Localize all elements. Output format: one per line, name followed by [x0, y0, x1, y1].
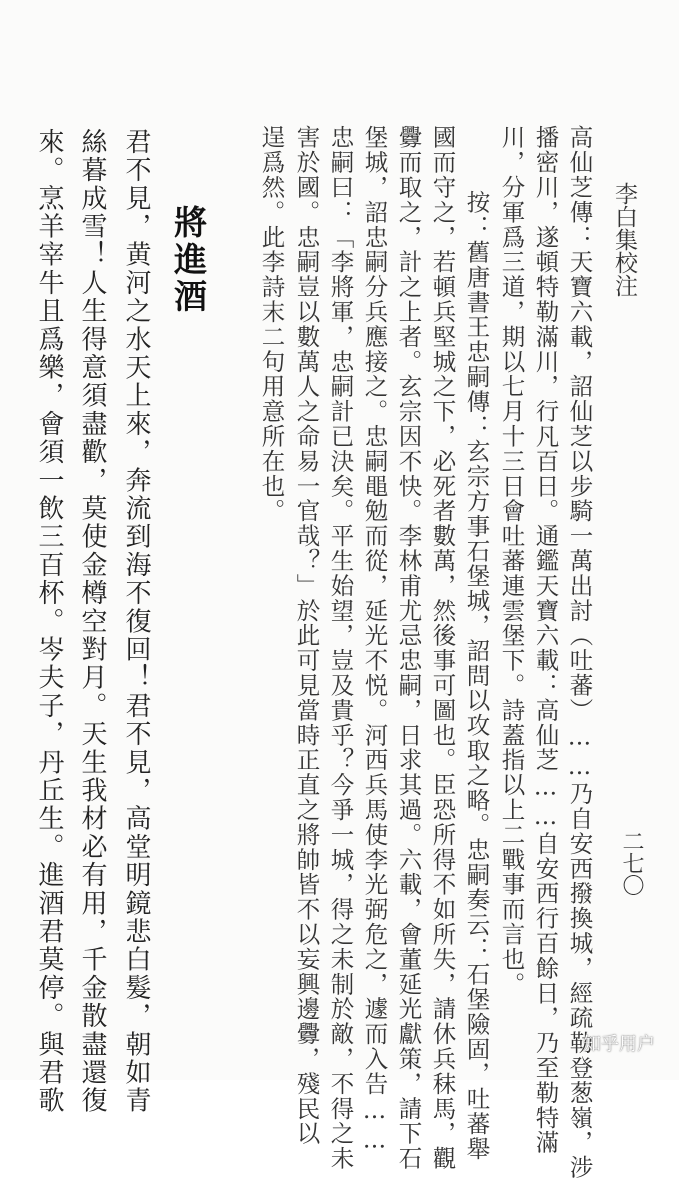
poem-line: 來。烹羊宰牛且爲樂，會須一飲三百杯。岑夫子，丹丘生。進酒君莫停。與君歌 — [34, 128, 64, 1115]
poem-title: 將進酒 — [169, 205, 208, 316]
watermark: 知乎用户 — [583, 1034, 655, 1055]
poem-line: 君不見，黄河之水天上來，奔流到海不復回！君不見，高堂明鏡悲白髮，朝如青 — [121, 128, 151, 1115]
note-column: 川，分軍爲三道，期以七月十三日會吐蕃連雲堡下。詩蓋指以上二戰事而言也。 — [497, 125, 526, 997]
running-header-title: 李白集校注 — [611, 182, 637, 297]
page-number: 二七〇 — [619, 830, 644, 896]
note-column: 按：舊唐書王忠嗣傳：玄宗方事石堡城，詔問以攻取之略。忠嗣奏云：石堡險固，吐蕃舉 — [462, 190, 491, 1162]
note-column: 釁而取之，計之上者。玄宗因不快。李林甫尤忌忠嗣，日求其過。六載，會董延光獻策，請下石 — [394, 125, 423, 1171]
note-column: 高仙芝傳：天寶六載，詔仙芝以步騎一萬出討（吐蕃）……乃自安西撥換城，經疏勒登葱嶺，涉 — [565, 125, 594, 1180]
poem-line: 絲暮成雪！人生得意須盡歡，莫使金樽空對月。天生我材必有用，千金散盡還復 — [77, 128, 107, 1115]
note-column: 忠嗣曰：「李將軍，忠嗣計已決矣。平生始望，豈及貴乎？今爭一城，得之未制於敵，不得之未 — [326, 125, 355, 1171]
note-column: 逞爲然。此李詩末二句用意所在也。 — [257, 125, 286, 524]
note-column: 國而守之，若頓兵堅城之下，必死者數萬，然後事可圖也。臣恐所得不如所失，請休兵秣馬，觀 — [428, 125, 457, 1171]
note-column: 害於國。忠嗣豈以數萬人之命易一官哉？」於此可見當時正直之將帥皆不以妄興邊釁，殘民以 — [292, 125, 321, 1146]
note-column: 堡城，詔忠嗣分兵應接之。忠嗣黽勉而從，延光不悦。河西兵馬使李光弼危之，遽而入告…… — [360, 125, 389, 1155]
note-column: 播密川，遂頓特勒滿川，行凡百日。通鑑天寶六載：高仙芝……自安西行百餘日，乃至勒特滿 — [531, 125, 560, 1155]
